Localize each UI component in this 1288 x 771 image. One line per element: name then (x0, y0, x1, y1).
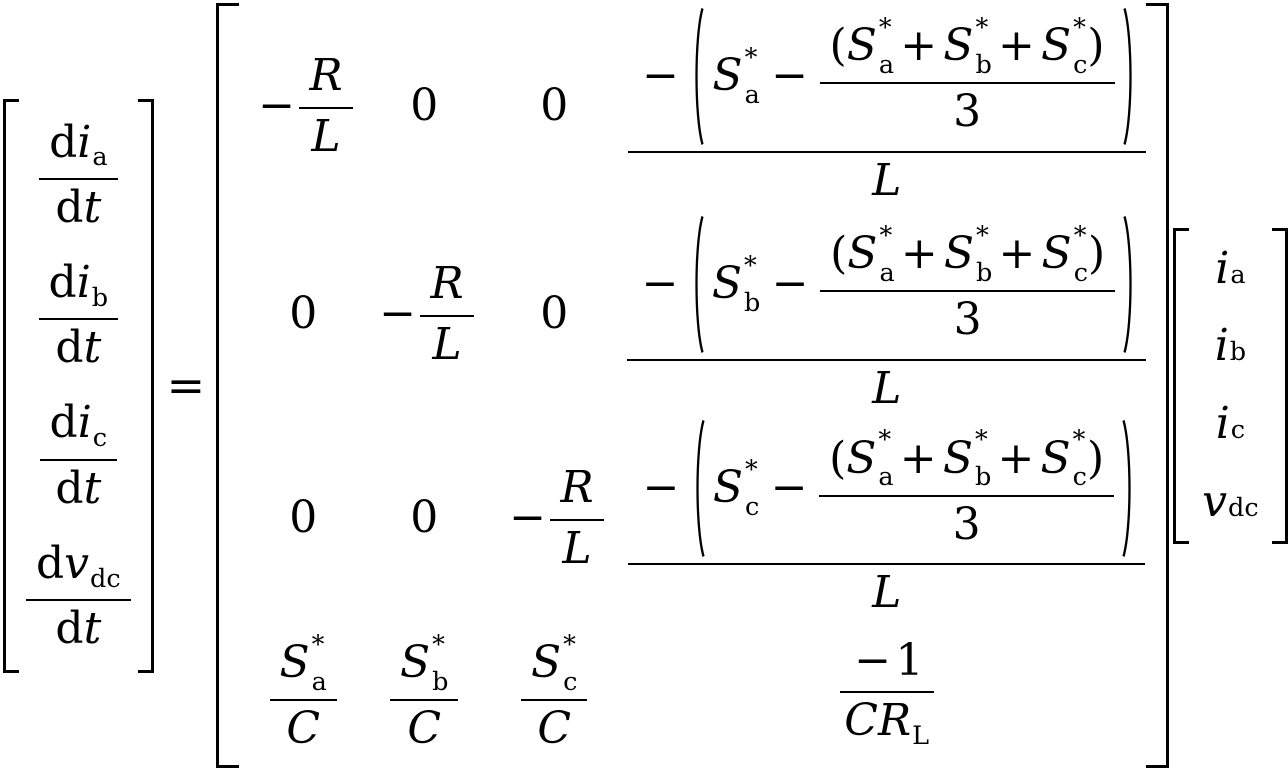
S-star-c (1041, 220, 1088, 288)
symbol-L: L (872, 567, 902, 619)
right-bracket (1272, 228, 1288, 544)
right-paren: ) (1086, 432, 1105, 484)
subscript-L: L (912, 721, 930, 752)
symbol-t: t (83, 602, 102, 654)
big-left-paren-icon (692, 419, 706, 558)
left-paren: ( (830, 228, 848, 280)
state-ic (1216, 399, 1245, 450)
symbol-S: S (942, 432, 973, 484)
subscript-c: c (92, 423, 108, 454)
symbol-i: i (1214, 320, 1229, 372)
symbol-S: S (943, 228, 974, 280)
minus-sign: − (642, 49, 680, 101)
superscript-star: * (432, 629, 445, 660)
symbol-d: d (48, 256, 77, 308)
matrix-cell-r4c1 (270, 629, 337, 755)
symbol-S: S (530, 636, 562, 688)
S-star-a (712, 42, 760, 110)
superscript-star: * (976, 220, 989, 251)
big-right-paren-icon (1121, 419, 1135, 558)
minus-sign: − (379, 287, 417, 339)
superscript-star: * (879, 220, 893, 251)
minus-sign: − (771, 49, 809, 101)
minus-sign: − (770, 462, 808, 514)
subscript-a: a (1230, 259, 1246, 290)
symbol-d: d (55, 181, 84, 233)
plus-sign: + (997, 20, 1035, 72)
symbol-L: L (872, 154, 902, 206)
superscript-star: * (878, 425, 892, 456)
state-ia (1215, 244, 1245, 295)
matrix-cell-r4c3 (521, 629, 587, 755)
superscript-star: * (563, 629, 576, 660)
matrix-cell-r2c3: 0 (540, 287, 569, 339)
subscript-a: a (311, 666, 327, 697)
lhs-vector-entries (19, 99, 138, 673)
big-right-paren-icon (1122, 215, 1136, 354)
superscript-star: * (975, 12, 989, 43)
minus-sign: − (258, 79, 296, 131)
plus-sign: + (900, 228, 938, 280)
S-star-b (942, 425, 992, 493)
minus-sign: − (854, 634, 892, 686)
symbol-L: L (872, 362, 902, 414)
symbol-t: t (83, 181, 102, 233)
right-paren: ) (1087, 228, 1106, 280)
sum-over-three (820, 12, 1115, 138)
symbol-S: S (1041, 228, 1072, 280)
paren-group (692, 419, 1135, 558)
symbol-i: i (76, 256, 91, 308)
S-star-a (847, 220, 895, 288)
state-ib (1215, 321, 1246, 372)
symbol-d: d (55, 602, 84, 654)
right-bracket (138, 99, 154, 673)
rhs-state-vector (1173, 228, 1287, 544)
symbol-L: L (562, 523, 592, 574)
symbol-C: C (537, 702, 572, 754)
matrix-cell-r3c3 (505, 462, 604, 574)
matrix-cell-r4c2 (390, 629, 459, 755)
symbol-S: S (711, 257, 743, 309)
subscript-dc: dc (1228, 492, 1259, 523)
superscript-star: * (311, 629, 325, 660)
matrix-left-bracket (216, 3, 239, 768)
plus-sign: + (899, 432, 937, 484)
symbol-S: S (846, 20, 877, 72)
dib-dt (39, 257, 119, 374)
subscript-a: a (744, 79, 760, 110)
matrix-cell-r1c3: 0 (540, 79, 569, 131)
superscript-star: * (1072, 425, 1086, 456)
symbol-t: t (83, 322, 102, 374)
S-star-b (943, 220, 993, 288)
symbol-S: S (712, 49, 743, 101)
symbol-d: d (49, 116, 78, 168)
S-star-c (712, 455, 760, 523)
matrix-cell-r2c4 (627, 214, 1146, 414)
sum-over-three (820, 220, 1115, 346)
matrix-cell-r1c4 (628, 6, 1146, 206)
subscript-c: c (745, 492, 760, 523)
S-star-c (1040, 425, 1087, 493)
subscript-b: b (91, 282, 109, 313)
symbol-S: S (846, 432, 877, 484)
matrix-cell-r2c1: 0 (289, 287, 318, 339)
plus-sign: + (900, 20, 938, 72)
paren-group (691, 7, 1135, 146)
symbol-i: i (1215, 398, 1230, 450)
matrix-cell-r1c1 (254, 50, 353, 162)
matrix-cell-r4c4 (840, 635, 934, 752)
subscript-c: c (1072, 462, 1087, 493)
symbol-d: d (55, 462, 84, 514)
superscript-star: * (745, 455, 758, 486)
symbol-i: i (77, 116, 92, 168)
plus-sign: + (998, 228, 1036, 280)
system-matrix (216, 3, 1169, 768)
dic-dt (40, 397, 118, 514)
subscript-a: a (879, 257, 895, 288)
matrix-cell-r2c2 (375, 258, 474, 370)
S-star-b (399, 629, 449, 697)
minus-sign: − (771, 257, 809, 309)
symbol-S: S (1040, 20, 1072, 72)
left-bracket (3, 99, 19, 673)
matrix-grid (239, 3, 1146, 768)
symbol-S: S (1040, 432, 1071, 484)
subscript-a: a (878, 49, 895, 80)
left-bracket (1173, 228, 1189, 544)
superscript-star: * (1073, 12, 1086, 43)
subscript-b: b (1229, 337, 1247, 368)
dia-dt (39, 117, 117, 234)
symbol-v: v (64, 537, 90, 589)
subscript-a: a (92, 142, 108, 173)
subscript-b: b (975, 49, 992, 80)
rhs-vector-entries (1189, 228, 1271, 544)
subscript-c: c (1230, 415, 1246, 446)
subscript-b: b (744, 287, 761, 318)
symbol-R: R (877, 695, 912, 747)
big-left-paren-icon (691, 215, 705, 354)
right-paren: ) (1087, 20, 1105, 72)
subscript-c: c (1073, 49, 1088, 80)
symbol-d: d (36, 537, 65, 589)
minus-sign: − (641, 257, 679, 309)
digit-three: 3 (953, 86, 982, 138)
S-star-a (846, 12, 895, 80)
subscript-b: b (976, 257, 993, 288)
S-star-b (711, 250, 761, 318)
subscript-a: a (878, 462, 894, 493)
symbol-C: C (844, 695, 878, 747)
dvdc-dt (26, 538, 131, 655)
matrix-right-bracket (1146, 3, 1169, 768)
symbol-C: C (407, 702, 442, 754)
symbol-L: L (432, 318, 462, 370)
matrix-cell-r3c2: 0 (410, 492, 439, 544)
subscript-b: b (432, 666, 449, 697)
left-paren: ( (829, 432, 847, 484)
symbol-R: R (550, 462, 603, 521)
symbol-i: i (1215, 242, 1230, 294)
digit-three: 3 (952, 498, 981, 550)
subscript-dc: dc (90, 563, 121, 594)
equals-sign: = (166, 358, 206, 413)
S-star-a (846, 425, 894, 493)
S-star-c (530, 629, 578, 697)
big-right-paren-icon (1122, 7, 1136, 146)
symbol-S: S (847, 228, 878, 280)
symbol-S: S (712, 462, 744, 514)
symbol-d: d (55, 322, 84, 374)
subscript-b: b (974, 462, 992, 493)
symbol-L: L (311, 110, 341, 162)
minus-sign: − (509, 492, 547, 544)
paren-group (691, 215, 1136, 354)
matrix-cell-r3c1: 0 (289, 492, 318, 544)
superscript-star: * (878, 12, 892, 43)
state-vdc (1202, 477, 1258, 528)
symbol-S: S (943, 20, 974, 72)
minus-sign: − (642, 462, 680, 514)
symbol-v: v (1202, 475, 1228, 527)
superscript-star: * (1073, 220, 1087, 251)
superscript-star: * (974, 425, 988, 456)
symbol-R: R (420, 258, 473, 317)
matrix-cell-r1c2: 0 (410, 79, 439, 131)
big-left-paren-icon (691, 7, 705, 146)
digit-three: 3 (953, 294, 982, 346)
subscript-c: c (563, 666, 578, 697)
plus-sign: + (997, 432, 1035, 484)
symbol-d: d (49, 397, 78, 449)
symbol-S: S (279, 636, 310, 688)
S-star-b (943, 12, 992, 80)
S-star-a (279, 629, 327, 697)
lhs-derivative-vector (3, 99, 154, 673)
symbol-S: S (399, 636, 431, 688)
superscript-star: * (744, 250, 757, 281)
digit-one: 1 (895, 634, 924, 686)
matrix-cell-r3c4 (628, 418, 1145, 618)
symbol-C: C (286, 702, 321, 754)
subscript-c: c (1073, 257, 1088, 288)
sum-over-three (819, 427, 1114, 550)
left-paren: ( (829, 20, 847, 72)
superscript-star: * (744, 42, 758, 73)
symbol-i: i (77, 397, 92, 449)
S-star-c (1040, 12, 1088, 80)
symbol-R: R (299, 50, 352, 109)
symbol-t: t (83, 462, 102, 514)
